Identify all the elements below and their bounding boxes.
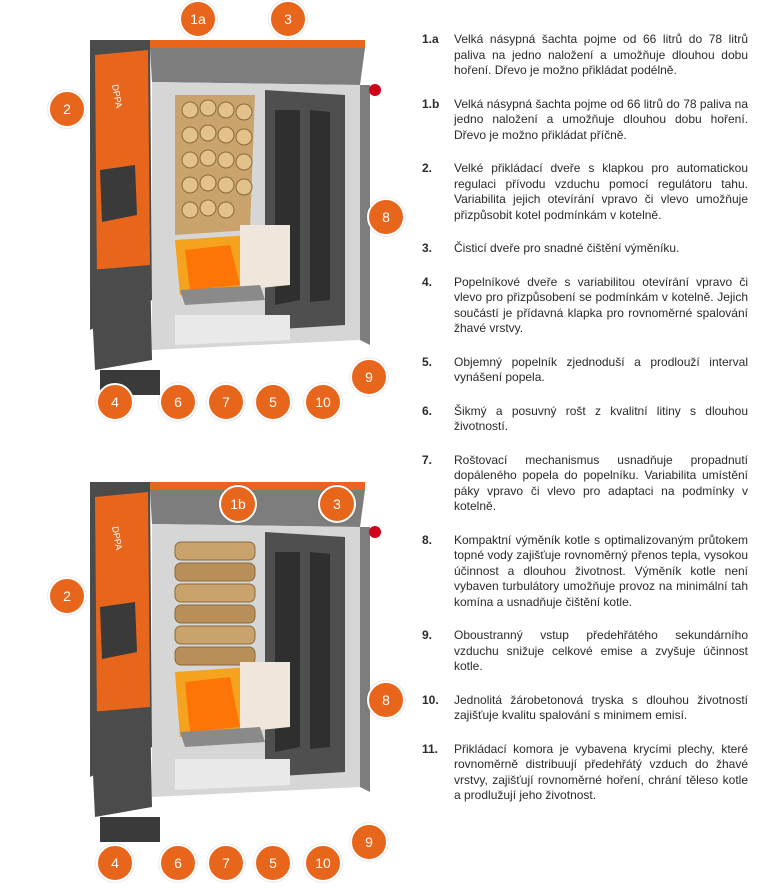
legend-number: 6.	[422, 403, 433, 418]
label-6: 6	[159, 383, 197, 421]
label-10: 10	[304, 383, 342, 421]
legend-item-3	[422, 241, 748, 257]
legend-number: 5.	[422, 354, 433, 369]
legend-number: 11.	[422, 741, 439, 756]
legend-text: Přikládací komora je vybavena krycími plechy, které rovnoměrně distribuují předehřátý vzduch do žhavé vrstvy, zajišťují rovnoměrné hoření, chrání těleso kotle a prodlužují jeho životnost.	[454, 741, 748, 802]
label-8: 8	[367, 198, 405, 236]
legend-text: Velká násypná šachta pojme od 66 litrů do 78 paliva na jedno naložení a umožňuje dlouhou dobu hoření. Dřevo je možno přikládat příčně.	[454, 96, 748, 142]
loading-door-handle-area	[100, 165, 137, 222]
label-2: 2	[48, 577, 86, 615]
label-3: 3	[269, 0, 307, 38]
label-2: 2	[48, 90, 86, 128]
ash-door	[90, 265, 152, 370]
ash-pan	[175, 315, 290, 345]
label-7: 7	[207, 844, 245, 882]
legend-item-2	[422, 161, 748, 223]
label-10: 10	[304, 844, 342, 882]
label-9: 9	[350, 358, 388, 396]
legend-item-10	[422, 693, 748, 724]
legend-item-7	[422, 453, 748, 515]
legend-text: Čisticí dveře pro snadné čištění výměníku.	[454, 241, 680, 255]
legend-text: Velké přikládací dveře s klapkou pro automatickou regulaci přívodu vzduchu pomocí regulátoru tahu. Variabilita jejich otevírání vpravo či vlevo umožňuje přizpůsobit kotel podmínkám v kotelně.	[454, 161, 748, 222]
legend-number: 3.	[422, 241, 433, 255]
legend-text: Oboustranný vstup předehřátého sekundárního vzduchu snižuje celkové emise a zvyšuje účinnost kotle.	[454, 628, 748, 673]
label-7: 7	[207, 383, 245, 421]
legend-number: 7.	[422, 452, 433, 467]
label-9: 9	[350, 823, 388, 861]
label-3: 3	[318, 485, 356, 523]
legend-number: 1.a	[422, 32, 439, 46]
label-4: 4	[96, 844, 134, 882]
legend-item-9	[422, 628, 748, 675]
legend-item-1a	[422, 32, 748, 79]
legend-item-5	[422, 355, 748, 386]
heat-exchanger-channel-2	[310, 110, 330, 302]
boiler-top-edge	[150, 40, 365, 48]
label-5: 5	[254, 844, 292, 882]
legend-number: 8.	[422, 532, 433, 547]
legend-number: 4.	[422, 274, 433, 289]
red-valve-icon	[369, 84, 381, 96]
legend-text: Popelníkové dveře s variabilitou otevírání vpravo či vlevo pro přizpůsobení se podmínkám v kotelně. Jejich součástí je přídavná klapka pro rovnoměrné spalování žhavé vrstvy.	[454, 274, 748, 335]
label-8: 8	[367, 681, 405, 719]
legend-text: Objemný popelník zjednoduší a prodlouží interval vynášení popela.	[454, 354, 748, 384]
legend-number: 9.	[422, 628, 433, 642]
boiler-figure-top	[0, 0, 420, 445]
legend-number: 2.	[422, 161, 433, 175]
legend-list	[422, 32, 748, 804]
brand-text: DPPA	[110, 525, 125, 551]
red-valve-icon	[369, 526, 381, 538]
legend-text: Šikmý a posuvný rošt z kvalitní litiny s dlouhou životností.	[454, 403, 748, 433]
legend-item-11	[422, 742, 748, 804]
boiler-figure-bottom	[0, 447, 420, 894]
legend-item-8	[422, 533, 748, 611]
legend-item-4	[422, 275, 748, 337]
label-6: 6	[159, 844, 197, 882]
legend-text: Roštovací mechanismus usnadňuje propadnutí dopáleného popela do popelníku. Variabilita umístění páky vpravo či vlevo pro adaptaci na podmínky v kotelně.	[454, 452, 748, 513]
legend-text: Jednolitá žárobetonová tryska s dlouhou životností zajišťuje kvalitu spalování s minimem emisí.	[454, 692, 748, 722]
legend-item-1b	[422, 97, 748, 144]
legend-number: 10.	[422, 692, 439, 707]
brand-text: DPPA	[110, 83, 125, 109]
legend-number: 1.b	[422, 96, 440, 111]
legend-text: Kompaktní výměník kotle s optimalizovaným průtokem topné vody zajišťuje rovnoměrný přenos tepla, vysokou účinnost a dlouhou životnost. Výměník kotle není vybaven turbulátory umožňuje provoz na minimální tah komína a usnadňuje čištění kotle.	[454, 532, 748, 609]
legend-text: Velká násypná šachta pojme od 66 litrů do 78 litrů paliva na jedno naložení a umožňuje dlouhou dobu hoření. Dřevo je možno přikládat podélně.	[454, 32, 748, 77]
refractory-nozzle	[240, 225, 290, 290]
label-4: 4	[96, 383, 134, 421]
cleaning-door-area	[150, 48, 365, 85]
legend-item-6	[422, 404, 748, 435]
label-1a: 1a	[179, 0, 217, 38]
label-5: 5	[254, 383, 292, 421]
label-1b: 1b	[219, 485, 257, 523]
